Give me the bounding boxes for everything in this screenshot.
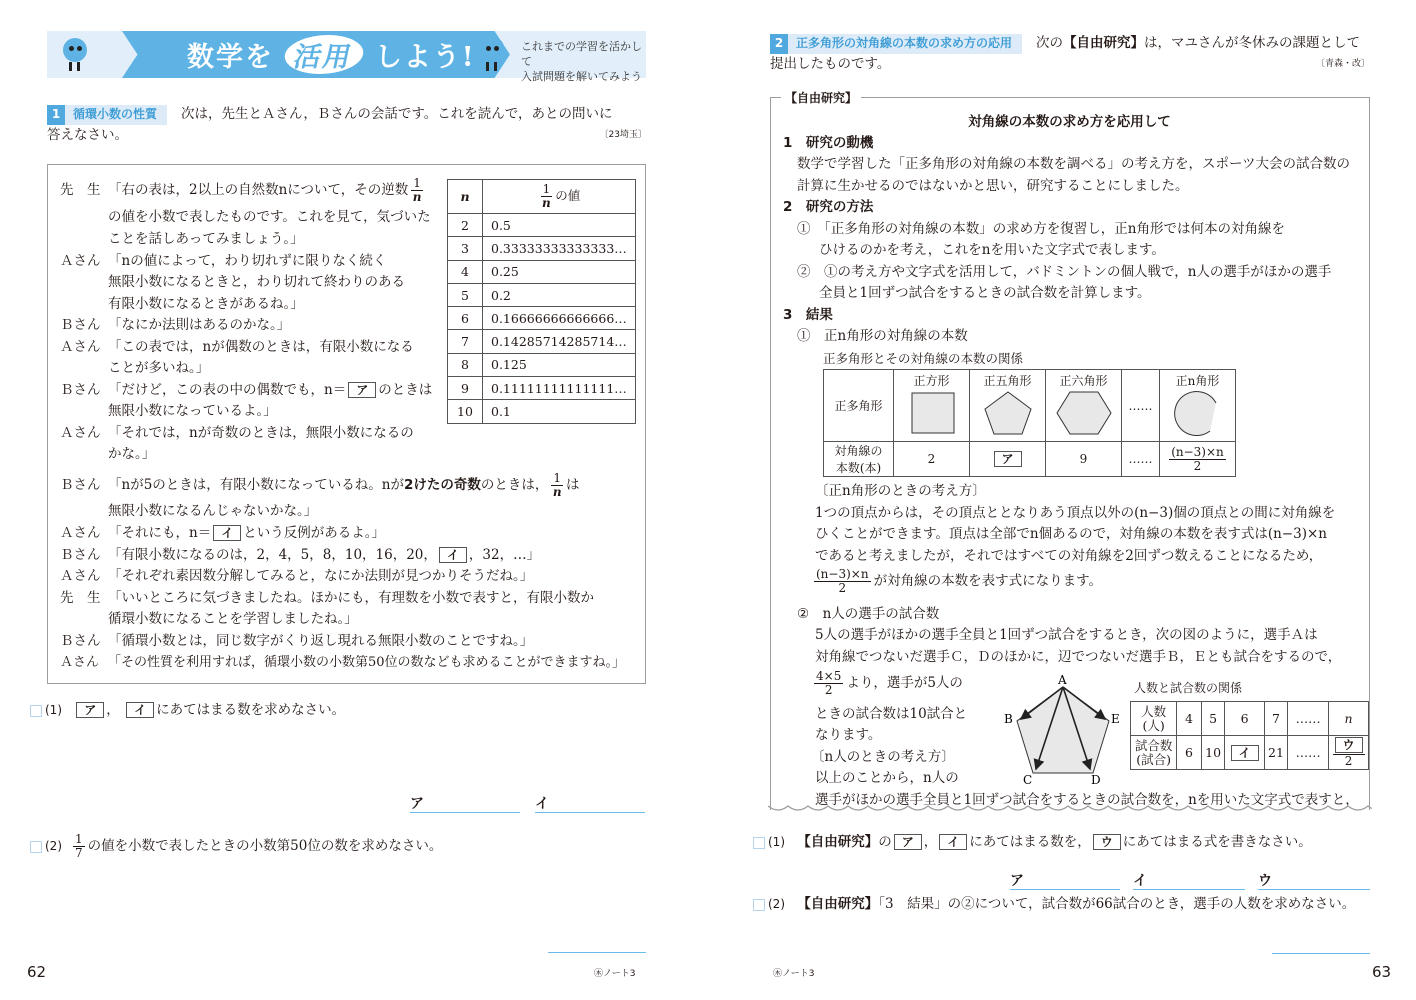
value-cell: 0.33333333333333… (483, 237, 636, 260)
dialogue-line: Ａさん 「それでは，nが奇数のときは，無限小数になるの (60, 425, 414, 441)
problem1-intro (47, 104, 647, 146)
text-line: 計算に生かせるのではないかと思い，研究することにしました。 (797, 178, 1189, 194)
mascot-left-icon (60, 38, 90, 72)
text-line: 対角線でつないだ選手Ｃ，Ｄのほかに，辺でつないだ選手Ｂ，Ｅとも試合をするので， (815, 649, 1342, 665)
answer-field-q2[interactable] (1272, 934, 1370, 954)
diagonal-count: 9 (1046, 442, 1122, 477)
table-row (448, 307, 636, 330)
problem1-number: 1 (47, 105, 65, 125)
text-line: ときの試合数は10試合と (815, 706, 968, 722)
table-caption: 正多角形とその対角線の本数の関係 (823, 351, 1024, 366)
value-cell: 0.11111111111111… (483, 377, 636, 400)
square-icon (907, 389, 957, 437)
people-cell: 6 (1225, 702, 1264, 736)
subheading: 〔n人のときの考え方〕 (811, 749, 955, 765)
n-gon-icon (1172, 389, 1224, 437)
pentagon-icon (982, 389, 1034, 437)
dialogue-line: 有限小数になるときがあるね。」 (108, 296, 304, 312)
reciprocal-table (447, 179, 636, 424)
blank-i: イ (213, 525, 241, 541)
value-cell: 0.1 (483, 400, 636, 423)
blank-i: イ (439, 547, 467, 563)
games-cell: 21 (1264, 736, 1287, 770)
diagonal-count: 2 (894, 442, 970, 477)
dialogue-line: 先 生 「いいところに気づきましたね。ほかにも，有理数を小数で表すと，有限小数か (60, 590, 594, 606)
blank-a: ア (348, 382, 376, 398)
problem2-intro: 2 正多角形の対角線の本数の求め方の応用 次の 【自由研究】 は，マユさんが冬休みの課題として 提出したものです。 〔青森・改〕 (770, 33, 1370, 75)
problem2-number: 2 (770, 34, 788, 54)
dialogue-line: Ａさん 「それにも，n＝ イ という反例があるよ。」 (60, 525, 385, 541)
n-cell: 8 (448, 353, 483, 376)
header-n: n (448, 180, 483, 214)
n-cell: 5 (448, 283, 483, 306)
blank-a: ア (76, 702, 104, 718)
row-label: 試合数 (試合) (1131, 736, 1177, 770)
section-heading: 2 研究の方法 (783, 199, 874, 215)
problem1-label (47, 105, 167, 125)
dialogue-line: ことが多いね。」 (108, 360, 210, 376)
problem2-topic: 正多角形の対角線の本数の求め方の応用 (796, 36, 1013, 50)
fraction-1-over-n: $\frac{1}{n}$ (412, 176, 422, 204)
banner-subtitle-line1: これまでの学習を活かして (521, 40, 642, 68)
checkbox-icon[interactable] (30, 705, 42, 717)
subheading: 〔正n角形のときの考え方〕 (815, 483, 986, 499)
chapter-banner (47, 31, 646, 83)
dialogue-line: 先 生 「右の表は，2以上の自然数nについて，その逆数 $\frac{1}{n}$ (60, 176, 422, 204)
dialogue-line: Ｂさん 「だけど，この表の中の偶数でも，n＝ ア のときは (60, 382, 433, 398)
people-cell: 5 (1201, 702, 1224, 736)
wavy-border (768, 802, 1372, 816)
dialogue-line: かな。」 (108, 446, 156, 462)
text-line: ① 正n角形の対角線の本数 (797, 328, 968, 344)
dialogue-line: 無限小数になっているよ。」 (108, 403, 277, 419)
vertex-label: E (1111, 712, 1120, 726)
problem1-topic: 循環小数の性質 (73, 107, 158, 121)
banner-title-highlight: 活用 (281, 35, 367, 74)
text-line: 1つの頂点からは，その頂点ととなりあう頂点以外の(n−3)個の頂点との間に対角線を (815, 505, 1336, 521)
pentagon-match-diagram (1001, 673, 1121, 785)
text-line: 全員と1回ずつ試合をするときの試合数を計算します。 (819, 285, 1151, 301)
diagonal-count: ア (970, 442, 1046, 477)
text-line: ひくことができます。頂点は全部でn個あるので，対角線の本数を表す式は(n−3)×n (815, 526, 1327, 542)
table-row (448, 330, 636, 353)
games-table (1130, 701, 1369, 770)
checkbox-icon[interactable] (30, 841, 42, 853)
blank-i: イ (939, 834, 967, 850)
dialogue-line: Ｂさん 「循環小数とは，同じ数字がくり返し現れる無限小数のことですね。」 (60, 633, 534, 649)
games-row (1131, 736, 1369, 770)
cell-square: 正方形 (894, 370, 970, 442)
question-2: (2) $\frac{1}{7}$ の値を小数で表したときの小数第50位の数を求めなさい。 (30, 833, 442, 860)
row-label: 対角線の 本数(本) (824, 442, 894, 477)
people-cell: n (1329, 702, 1369, 736)
dialogue-box (47, 164, 646, 684)
text-line: ひけるのかを考え，これをnを用いた文字式で表します。 (819, 242, 1165, 258)
table-row (448, 237, 636, 260)
question-1: (1) ア ， イ にあてはまる数を求めなさい。 (30, 700, 345, 721)
text-line: $\frac{4\times 5}{2}$ より，選手が5人の (816, 669, 963, 697)
question-1: (1) 【自由研究】の ア ， イ にあてはまる数を， ウ にあてはまる式を書きなさい。 (753, 832, 1312, 853)
vertex-label: C (1023, 773, 1033, 785)
text-line: 5人の選手がほかの選手全員と1回ずつ試合をするとき，次の図のように，選手Ａは (815, 627, 1318, 643)
games-cell: 6 (1177, 736, 1202, 770)
dialogue-line: Ａさん 「それぞれ素因数分解してみると，なにか法則が見つかりそうだね。」 (60, 568, 534, 584)
dialogue-line: 無限小数になるときと，わり切れて終わりのある (108, 274, 405, 290)
table-caption: 人数と試合数の関係 (1134, 681, 1243, 695)
table-row (448, 400, 636, 423)
polygon-table (823, 369, 1236, 477)
table-row (448, 260, 636, 283)
problem1-intro-line2: 答えなさい。 (47, 127, 128, 143)
research-box (770, 91, 1370, 810)
dialogue-line: の値を小数で表したものです。これを見て，気づいた (108, 209, 431, 225)
problem2-intro-line2: 提出したものです。 (770, 56, 891, 72)
dialogue-line: ことを話しあってみましょう。」 (108, 231, 304, 247)
vertex-label: A (1058, 673, 1067, 687)
games-cell: $\frac{\text{ウ}}{2}$ (1329, 736, 1369, 770)
cell-pentagon: 正五角形 (970, 370, 1046, 442)
n-cell: 10 (448, 400, 483, 423)
vertex-label: B (1004, 712, 1013, 726)
games-cell: …… (1288, 736, 1329, 770)
text-line: $\frac{(n-3)\times n}{2}$ が対角線の本数を表す式になります。 (816, 567, 1102, 595)
text-line: 数学で学習した「正多角形の対角線の本数を調べる」の考え方を，スポーツ大会の試合数の (797, 156, 1350, 172)
question-2: (2) 【自由研究】「3 結果」の②について，試合数が66試合のとき，選手の人数を求めなさい。 (753, 894, 1355, 915)
problem2-source: 〔青森・改〕 (1315, 59, 1370, 69)
answer-field-a[interactable]: ア (1010, 870, 1120, 890)
dialogue-line: Ａさん 「この表では，nが偶数のときは，有限小数になる (60, 339, 414, 355)
problem1-source: 〔23埼玉〕 (599, 130, 647, 140)
dialogue-line: Ｂさん 「なにか法則はあるのかな。」 (60, 317, 291, 333)
n-cell: 7 (448, 330, 483, 353)
text-line: であると考えましたが，それではすべての対角線を2回ずつ数えることになるため， (815, 548, 1323, 564)
research-legend: 【自由研究】 (781, 89, 861, 106)
dialogue-line: Ｂさん 「有限小数になるのは，2，4，5，8，10，16，20， イ ，32，…」 (60, 547, 541, 563)
people-cell: 7 (1264, 702, 1287, 736)
text-line: ② ①の考え方や文字式を活用して，バドミントンの個人戦で，n人の選手がほかの選手 (797, 264, 1332, 280)
table-row (448, 377, 636, 400)
section-heading: 1 研究の動機 (783, 135, 874, 151)
answer-field-u[interactable]: ウ (1258, 870, 1370, 890)
n-cell: 9 (448, 377, 483, 400)
answer-field-q2[interactable] (548, 933, 646, 953)
answer-field-i[interactable]: イ (1133, 870, 1245, 890)
text-line: なります。 (815, 727, 882, 743)
hexagon-icon (1055, 389, 1113, 437)
blank-u: ウ (1093, 834, 1121, 850)
table-row (448, 214, 636, 237)
problem2-label (770, 34, 1022, 54)
pentagon-shape (1017, 687, 1109, 773)
games-cell: イ (1225, 736, 1264, 770)
table-header-row (448, 180, 636, 214)
row-label: 正多角形 (824, 370, 894, 442)
dialogue-line: Ａさん 「その性質を利用すれば，循環小数の小数第50位の数なども求めることができますね。」 (60, 655, 626, 670)
people-cell: 4 (1177, 702, 1202, 736)
text-line: ② n人の選手の試合数 (797, 606, 940, 622)
banner-title-before: 数学を (187, 42, 274, 73)
value-cell: 0.5 (483, 214, 636, 237)
page-number: 62 (27, 963, 47, 981)
blank-i: イ (126, 702, 154, 718)
n-cell: 3 (448, 237, 483, 260)
value-cell: 0.25 (483, 260, 636, 283)
header-value: $\frac{1}{n}$ の値 (483, 180, 636, 214)
right-page (708, 0, 1416, 1000)
people-cell: …… (1288, 702, 1329, 736)
value-cell: 0.2 (483, 283, 636, 306)
blank-a: ア (894, 834, 922, 850)
page-number: 63 (1372, 963, 1392, 981)
footer-note: ㊍ノート3 (773, 969, 815, 979)
vertex-label: D (1091, 773, 1101, 785)
section-heading: 3 結果 (783, 307, 833, 323)
dialogue-line: 循環小数になることを学習しましたね。」 (108, 611, 358, 627)
games-cell: 10 (1201, 736, 1224, 770)
checkbox-icon[interactable] (753, 837, 765, 849)
checkbox-icon[interactable] (753, 899, 765, 911)
fraction-1-over-7: $\frac{1}{7}$ (75, 832, 83, 860)
answer-field-i[interactable]: イ (535, 793, 645, 813)
n-cell: 2 (448, 214, 483, 237)
footer-note: ㊍ノート3 (594, 969, 636, 979)
banner-subtitle (521, 39, 646, 84)
problem1-intro-line1: 次は，先生とＡさん，Ｂさんの会話です。これを読んで，あとの問いに (181, 106, 613, 122)
text-line: 以上のことから，n人の (815, 770, 959, 786)
value-cell: 0.125 (483, 353, 636, 376)
ellipsis-cell: …… (1122, 370, 1160, 442)
dialogue-line: Ａさん 「nの値によって，わり切れずに限りなく続く (60, 253, 387, 269)
banner-title-after: しよう! (374, 42, 476, 73)
text-line: ① 「正多角形の対角線の本数」の求め方を復習し，正n角形では何本の対角線を (797, 221, 1285, 237)
row-label: 人数 (人) (1131, 702, 1177, 736)
table-row (448, 283, 636, 306)
dialogue-line: Ｂさん 「nが5のときは，有限小数になっているね。nが2けたの奇数のときは， $\frac{1}{n}$ は (60, 471, 580, 499)
dialogue-line: 無限小数になるんじゃないかな。」 (108, 503, 318, 519)
cell-n-gon: 正n角形 (1160, 370, 1236, 442)
banner-title (187, 35, 476, 74)
n-cell: 6 (448, 307, 483, 330)
answer-field-a[interactable]: ア (410, 793, 520, 813)
mascot-right-icon (477, 38, 507, 72)
n-cell: 4 (448, 260, 483, 283)
diagonal-formula: $\frac{(n-3)\times n}{2}$ (1160, 442, 1236, 477)
table-row (448, 353, 636, 376)
text-line: 選手がほかの選手全員と1回ずつ試合をするときの試合数を，nを用いた文字式で表すと， (815, 792, 1359, 808)
ellipsis-cell: …… (1122, 442, 1160, 477)
people-row (1131, 702, 1369, 736)
research-title: 対角線の本数の求め方を応用して (968, 114, 1171, 130)
banner-subtitle-line2: 入試問題を解いてみよう (521, 70, 642, 83)
fraction-1-over-n: $\frac{1}{n}$ (552, 471, 562, 499)
value-cell: 0.14285714285714… (483, 330, 636, 353)
value-cell: 0.16666666666666… (483, 307, 636, 330)
cell-hexagon: 正六角形 (1046, 370, 1122, 442)
